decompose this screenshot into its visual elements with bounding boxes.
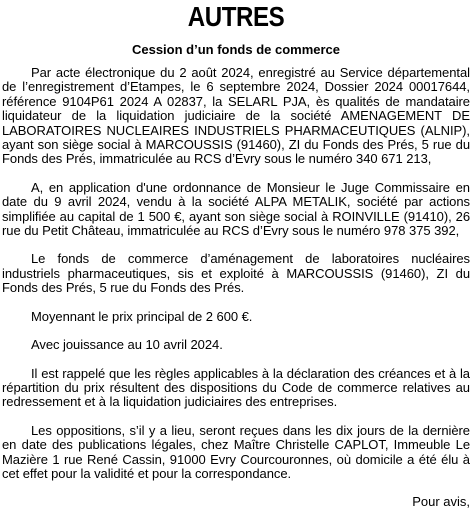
- notice-title: Cession d’un fonds de commerce: [131, 42, 341, 57]
- paragraph-rules: Il est rappelé que les règles applicables à la déclaration des créances et à la répartition du prix résultent des dispositions du Code de commerce relatives au redressement et à la liquidation judiciaires des entreprises.: [2, 365, 470, 410]
- paragraph-price: Moyennant le prix principal de 2 600 €.: [31, 308, 253, 324]
- section-heading: AUTRES: [187, 1, 285, 32]
- paragraph-oppositions: Les oppositions, s’il y a lieu, seront reçues dans les dix jours de la dernière en date des publications légales, chez Maître Christelle CAPLOT, Immeuble Le Mazière 1 rue René Cassin, 91000 Evry Courcouronnes, où domicile a été élu à cet effet pour la validité et pour la correspondance.: [2, 422, 470, 481]
- paragraph-deed: Par acte électronique du 2 août 2024, enregistré au Service départemental de l’enregistrement d’Etampes, le 6 septembre 2024, Dossier 2024 00017644, référence 9104P61 2024 A 02837, la SELARL PJA, ès qualités de mandataire liquidateur de la liquidation judiciaire de la société AMENAGEMENT DE LABORATOIRES NUCLEAIRES INDUSTRIELS PHARMACEUTIQUES (ALNIP), ayant son siège social à MARCOUSSIS (91460), ZI du Fonds des Prés, 5 rue du Fonds des Prés, immatriculée au RCS d’Evry sous le numéro 340 671 213,: [2, 65, 470, 167]
- paragraph-business: Le fonds de commerce d’aménagement de laboratoires nucléaires industriels pharmaceutiques, sis et exploité à MARCOUSSIS (91460), ZI du Fonds des Prés, 5 rue du Fonds des Prés.: [2, 251, 470, 296]
- paragraph-enjoyment: Avec jouissance au 10 avril 2024.: [31, 337, 223, 353]
- paragraph-sale: A, en application d'une ordonnance de Monsieur le Juge Commissaire en date du 9 avril 2024, vendu à la société ALPA METALIK, société par actions simplifiée au capital de 1 500 €, ayant son siège social à ROINVILLE (91410), 26 rue du Petit Château, immatriculée au RCS d’Evry sous le numéro 978 375 392,: [2, 179, 470, 239]
- legal-notice-page: [0, 2, 473, 530]
- signature: Pour avis,: [412, 494, 470, 510]
